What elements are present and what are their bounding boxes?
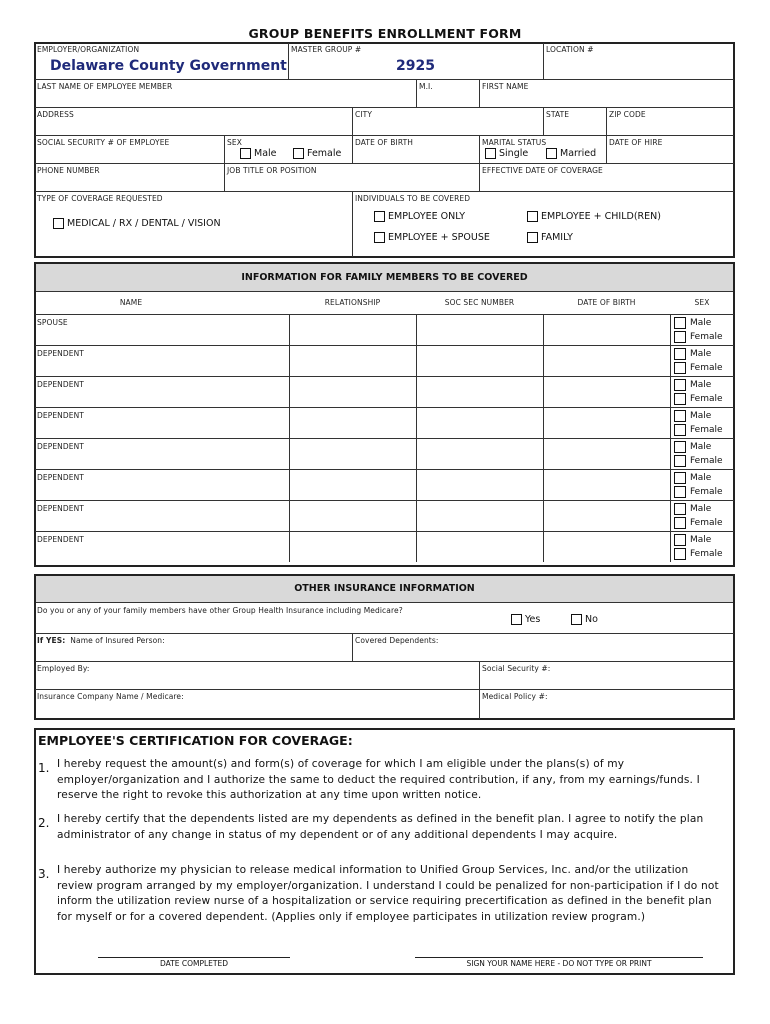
dob-label: DATE OF BIRTH [355,138,414,147]
employee-only-option[interactable] [374,211,465,222]
family-ssn-field[interactable] [417,378,542,405]
family-relationship-field[interactable] [290,502,415,529]
employer-label: EMPLOYER/ORGANIZATION [37,45,140,54]
covered-dependents-field[interactable] [354,646,733,660]
family-relationship-field[interactable] [290,316,415,343]
married-checkbox[interactable] [546,148,557,159]
certification-heading: EMPLOYEE'S CERTIFICATION FOR COVERAGE: [38,733,353,748]
single-checkbox[interactable] [485,148,496,159]
male-text: Male [690,535,712,545]
cert-text-1: I hereby request the amount(s) and form(s) of coverage for which I am eligible under the plans(s) of my employer/organization and I authorize the same to deduct the required contribution, if any, from my earnings/funds. I reserve the right to revoke this authorization at any time upon written notice. [57,758,700,801]
signature-line[interactable] [415,957,703,958]
location-label: LOCATION # [546,45,594,54]
family-row-label: DEPENDENT [37,442,84,451]
married-text: Married [560,148,597,159]
individuals-label: INDIVIDUALS TO BE COVERED [355,194,471,203]
col-relationship: RELATIONSHIP [324,298,381,307]
sex-label: SEX [227,138,242,147]
family-option[interactable] [527,232,573,243]
family-checkbox[interactable] [527,232,538,243]
male-checkbox[interactable] [674,379,686,391]
female-text: Female [307,148,342,159]
hire-label: DATE OF HIRE [609,138,663,147]
family-female-option[interactable] [674,517,723,529]
family-dob-field[interactable] [544,409,669,436]
female-text: Female [690,549,723,559]
other-insurance-question: Do you or any of your family members have other Group Health Insurance including Medicare? [37,606,403,615]
family-dob-field[interactable] [544,378,669,405]
location-field[interactable] [545,55,733,77]
job-label: JOB TITLE OR POSITION [227,166,317,175]
family-dob-field[interactable] [544,440,669,467]
single-text: Single [499,148,529,159]
medical-policy-field[interactable] [481,702,733,718]
family-relationship-field[interactable] [290,347,415,374]
no-checkbox[interactable] [571,614,582,625]
female-checkbox[interactable] [674,424,686,436]
form-title: GROUP BENEFITS ENROLLMENT FORM [248,26,522,41]
family-ssn-field[interactable] [417,440,542,467]
female-text: Female [690,332,723,342]
family-relationship-field[interactable] [290,533,415,560]
cert-number-1: 1. [38,761,50,775]
master-group-value[interactable]: 2925 [396,58,435,74]
insurance-company-label: Insurance Company Name / Medicare: [37,692,184,701]
cert-text-2: I hereby certify that the dependents listed are my dependents as defined in the benefit plan. I agree to notify the plan administrator of any change in status of my dependent or of any additional dependents I may acquire. [57,813,704,841]
male-text: Male [254,148,277,159]
mi-field[interactable] [418,92,477,106]
col-name: NAME [119,298,143,307]
employee-child-option[interactable] [527,211,661,222]
address-field[interactable] [36,120,350,134]
medical-checkbox[interactable] [53,218,64,229]
ssn-label: SOCIAL SECURITY # OF EMPLOYEE [37,138,170,147]
family-female-option[interactable] [674,331,723,343]
family-female-option[interactable] [674,455,723,467]
family-relationship-field[interactable] [290,378,415,405]
female-text: Female [690,363,723,373]
male-checkbox[interactable] [674,503,686,515]
female-checkbox[interactable] [674,393,686,405]
male-checkbox[interactable] [674,472,686,484]
family-male-option[interactable] [674,317,711,329]
family-ssn-field[interactable] [417,347,542,374]
male-checkbox[interactable] [674,317,686,329]
family-female-option[interactable] [674,362,723,374]
family-row-label: DEPENDENT [37,473,84,482]
ssn-field[interactable] [36,148,222,162]
social-security-field[interactable] [481,674,733,688]
city-field[interactable] [354,120,541,134]
marital-label: MARITAL STATUS [482,138,547,147]
zip-field[interactable] [608,120,733,134]
male-text: Male [690,318,712,328]
dob-field[interactable] [354,148,477,162]
male-checkbox[interactable] [674,410,686,422]
phone-label: PHONE NUMBER [37,166,100,175]
first-name-field[interactable] [481,92,733,106]
female-text: Female [690,456,723,466]
family-dob-field[interactable] [544,502,669,529]
if-yes-text: If YES: [37,636,66,645]
insured-person-label [37,636,165,645]
family-ssn-field[interactable] [417,316,542,343]
employed-by-label: Employed By: [37,664,90,673]
male-text: Male [690,442,712,452]
family-relationship-field[interactable] [290,440,415,467]
family-relationship-field[interactable] [290,471,415,498]
zip-label: ZIP CODE [609,110,646,119]
family-ssn-field[interactable] [417,533,542,560]
male-text: Male [690,473,712,483]
female-checkbox[interactable] [674,455,686,467]
insured-person-field[interactable] [36,646,350,660]
female-checkbox[interactable] [674,362,686,374]
male-text: Male [690,504,712,514]
female-checkbox[interactable] [293,148,304,159]
family-name-field[interactable] [36,452,288,467]
effective-field[interactable] [481,176,733,190]
family-female-option[interactable] [674,393,723,405]
last-name-field[interactable] [36,92,414,106]
mi-label: M.I. [419,82,433,91]
cert-number-3: 3. [38,867,50,881]
cert-number-2: 2. [38,816,50,830]
family-name-field[interactable] [36,545,288,560]
insurance-section-header: OTHER INSURANCE INFORMATION [36,576,733,603]
family-ssn-field[interactable] [417,471,542,498]
date-completed-line[interactable] [98,957,290,958]
employee-spouse-option[interactable] [374,232,490,243]
sex-female-option[interactable] [293,148,341,159]
insurance-company-field[interactable] [36,702,477,718]
male-checkbox[interactable] [240,148,251,159]
family-name-field[interactable] [36,390,288,405]
insurance-yes-option[interactable] [511,614,540,625]
female-text: Female [690,425,723,435]
employee-child-checkbox[interactable] [527,211,538,222]
family-relationship-field[interactable] [290,409,415,436]
male-text: Male [690,349,712,359]
female-checkbox[interactable] [674,331,686,343]
family-name-field[interactable] [36,421,288,436]
female-text: Female [690,487,723,497]
family-name-field[interactable] [36,514,288,529]
female-text: Female [690,518,723,528]
no-text: No [585,614,598,625]
state-field[interactable] [545,120,604,134]
female-checkbox[interactable] [674,517,686,529]
phone-field[interactable] [36,176,222,190]
family-ssn-field[interactable] [417,502,542,529]
male-text: Male [690,411,712,421]
social-security-label: Social Security #: [482,664,551,673]
family-female-option[interactable] [674,486,723,498]
covered-dependents-label: Covered Dependents: [355,636,439,645]
state-label: STATE [546,110,570,119]
sex-male-option[interactable] [240,148,277,159]
address-label: ADDRESS [37,110,74,119]
employee-only-text: EMPLOYEE ONLY [388,211,466,222]
signature-label: SIGN YOUR NAME HERE - DO NOT TYPE OR PRINT [466,959,652,968]
family-row-label: DEPENDENT [37,349,84,358]
family-male-option[interactable] [674,348,711,360]
family-male-option[interactable] [674,441,711,453]
insurance-no-option[interactable] [571,614,598,625]
effective-label: EFFECTIVE DATE OF COVERAGE [482,166,603,175]
cert-text-3: I hereby authorize my physician to release medical information to Unified Group Services, Inc. and/or the utilization review program arranged by my employer/organization. I understand I could be penalized for non-participation if I do not inform the utilization review nurse of a hospitalization or service requiring precertification as defined in the benefit plan for myself or for a covered dependent. (Applies only if employee participates in utilization review program.) [57,864,719,923]
female-checkbox[interactable] [674,548,686,560]
family-dob-field[interactable] [544,471,669,498]
employee-spouse-text: EMPLOYEE + SPOUSE [388,232,490,243]
family-male-option[interactable] [674,472,711,484]
family-text: FAMILY [541,232,573,243]
coverage-medical-option[interactable] [53,218,221,229]
family-section-header: INFORMATION FOR FAMILY MEMBERS TO BE COVERED [36,264,733,292]
family-name-field[interactable] [36,483,288,498]
insured-name-text: Name of Insured Person: [70,636,165,645]
yes-text: Yes [525,614,541,625]
last-name-label: LAST NAME OF EMPLOYEE MEMBER [37,82,173,91]
col-sex: SEX [694,298,710,307]
hire-field[interactable] [608,148,733,162]
male-text: Male [690,380,712,390]
family-ssn-field[interactable] [417,409,542,436]
city-label: CITY [355,110,373,119]
medical-policy-label: Medical Policy #: [482,692,548,701]
employee-spouse-checkbox[interactable] [374,232,385,243]
family-female-option[interactable] [674,548,723,560]
family-row-label: DEPENDENT [37,411,84,420]
female-checkbox[interactable] [674,486,686,498]
family-female-option[interactable] [674,424,723,436]
female-text: Female [690,394,723,404]
family-male-option[interactable] [674,410,711,422]
date-completed-label: DATE COMPLETED [159,959,229,968]
family-row-label: DEPENDENT [37,535,84,544]
family-dob-field[interactable] [544,316,669,343]
coverage-type-label: TYPE OF COVERAGE REQUESTED [37,194,163,203]
master-group-label: MASTER GROUP # [291,45,362,54]
first-name-label: FIRST NAME [482,82,529,91]
male-checkbox[interactable] [674,534,686,546]
family-row-label: DEPENDENT [37,380,84,389]
employee-only-checkbox[interactable] [374,211,385,222]
job-field[interactable] [226,176,477,190]
family-dob-field[interactable] [544,533,669,560]
yes-checkbox[interactable] [511,614,522,625]
family-male-option[interactable] [674,503,711,515]
employer-value[interactable]: Delaware County Government [50,58,287,74]
family-row-label: DEPENDENT [37,504,84,513]
marital-married-option[interactable] [546,148,596,159]
col-dob: DATE OF BIRTH [577,298,636,307]
employed-by-field[interactable] [36,674,477,688]
col-ssn: SOC SEC NUMBER [444,298,515,307]
family-dob-field[interactable] [544,347,669,374]
family-male-option[interactable] [674,534,711,546]
family-name-field[interactable] [36,359,288,374]
male-checkbox[interactable] [674,441,686,453]
male-checkbox[interactable] [674,348,686,360]
family-row-label: SPOUSE [37,318,68,327]
marital-single-option[interactable] [485,148,528,159]
medical-text: MEDICAL / RX / DENTAL / VISION [67,218,221,229]
employee-child-text: EMPLOYEE + CHILD(REN) [541,211,661,222]
family-male-option[interactable] [674,379,711,391]
family-name-field[interactable] [36,328,288,343]
